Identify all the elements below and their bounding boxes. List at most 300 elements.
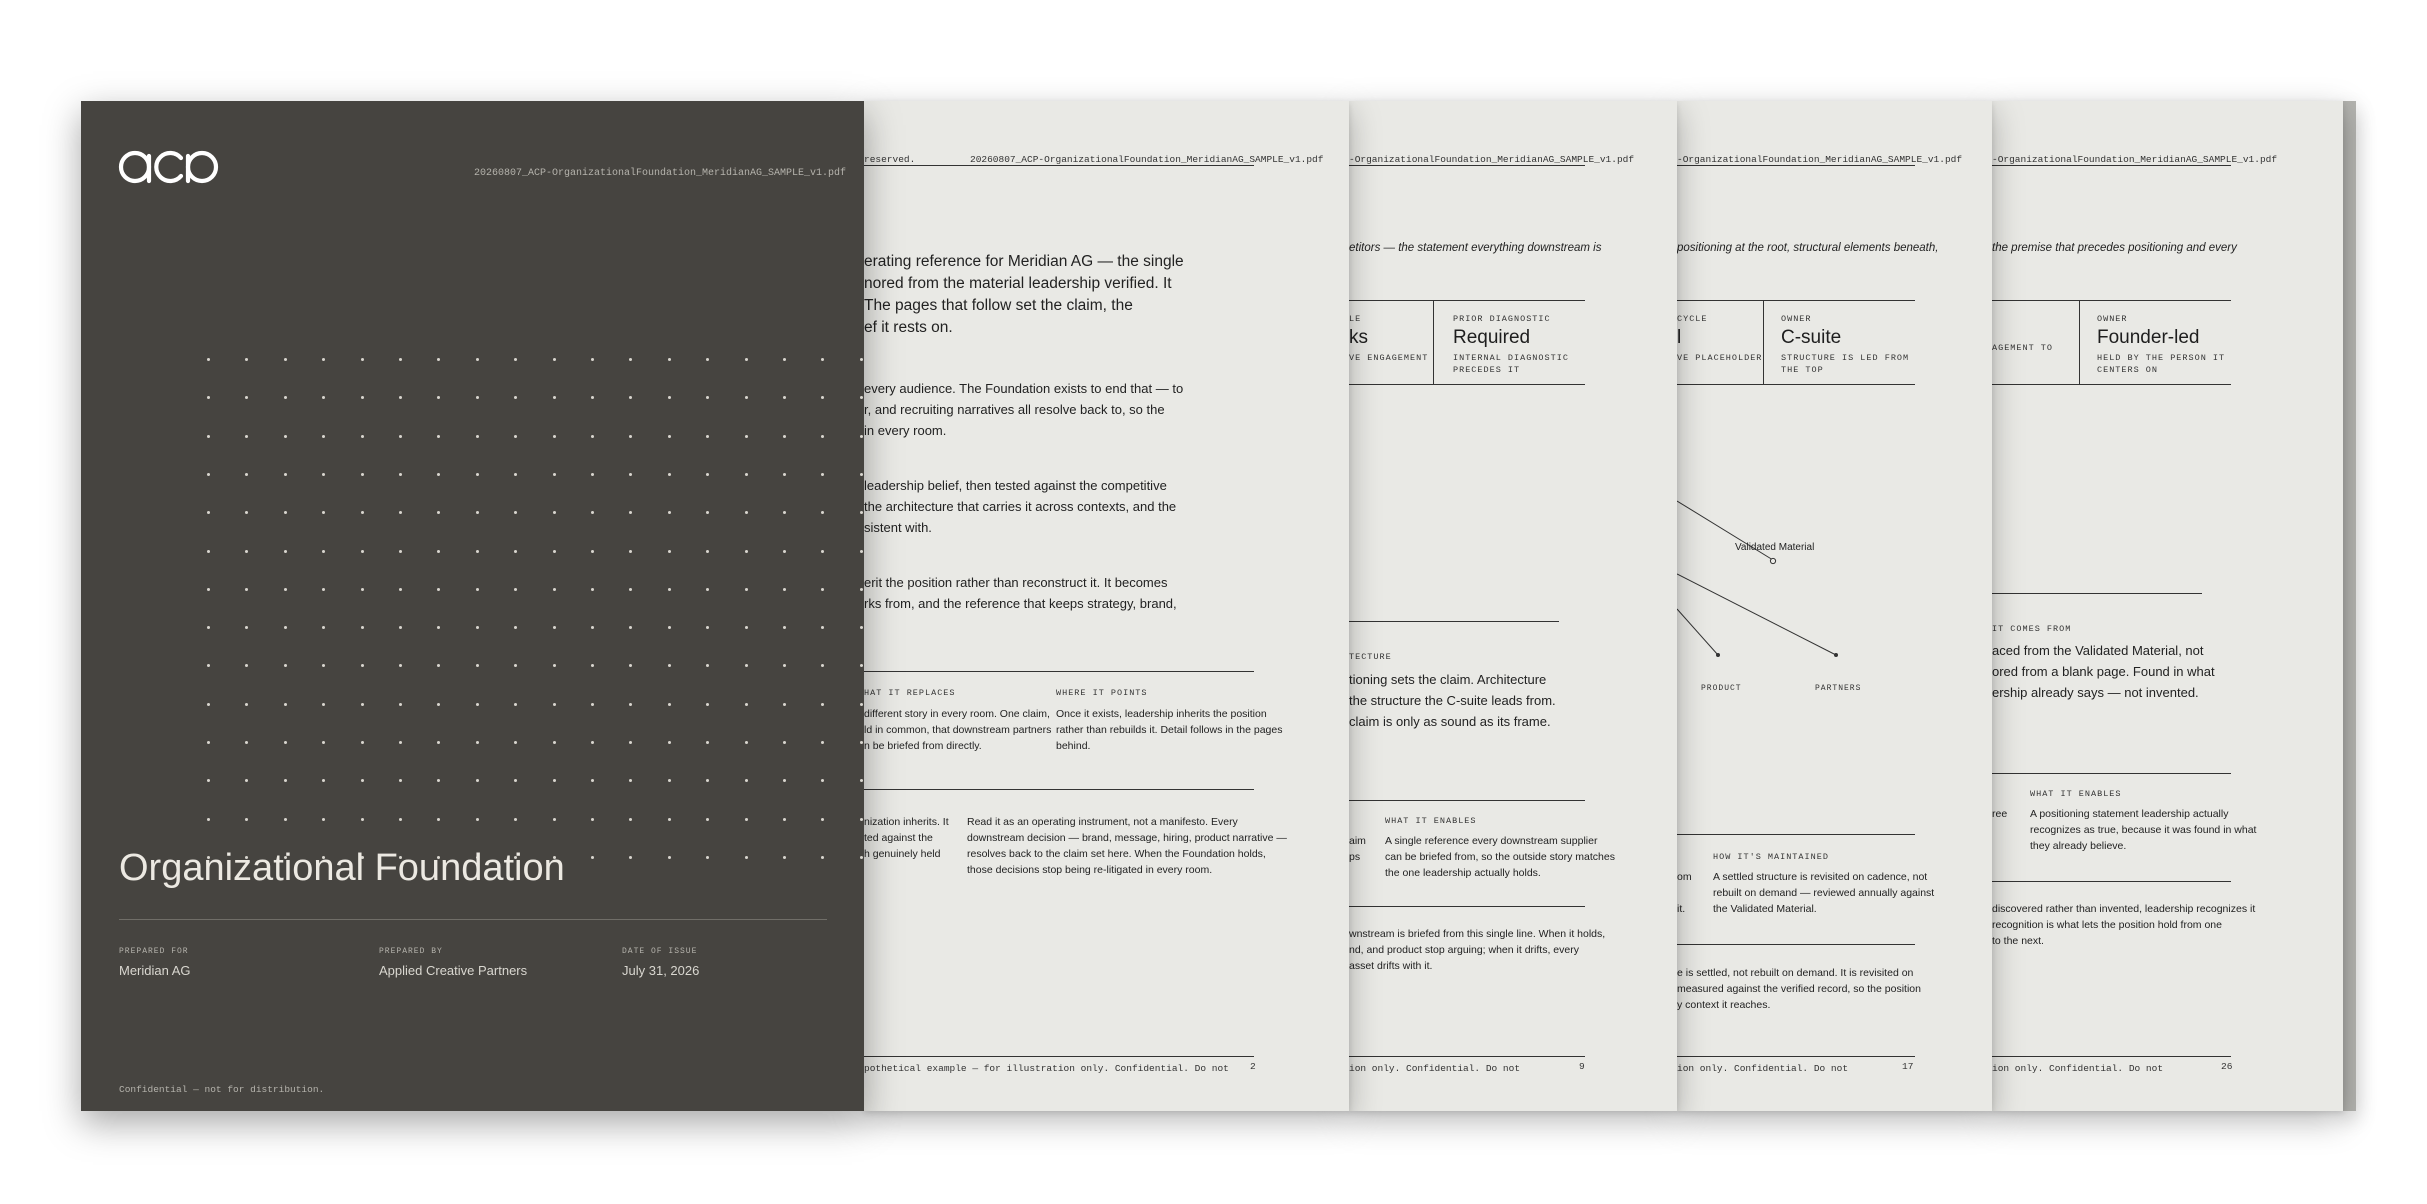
grid-dot xyxy=(476,473,479,476)
date-label: DATE OF ISSUE xyxy=(622,947,698,956)
lead-line: erating reference for Meridian AG — the single xyxy=(864,253,1184,270)
prepared-by-label: PREPARED BY xyxy=(379,947,443,956)
grid-dot xyxy=(821,818,824,821)
grid-dot xyxy=(860,473,863,476)
grid-dot xyxy=(591,588,594,591)
grid-dot xyxy=(514,741,517,744)
grid-dot xyxy=(399,588,402,591)
grid-dot xyxy=(245,703,248,706)
prepared-for-label: PREPARED FOR xyxy=(119,947,189,956)
lead-line: nored from the material leadership verified. It xyxy=(864,275,1172,292)
grid-dot xyxy=(745,435,748,438)
page-footer: ion only. Confidential. Do not xyxy=(1992,1063,2164,1074)
grid-dot xyxy=(399,396,402,399)
grid-dot xyxy=(361,664,364,667)
grid-dot xyxy=(514,358,517,361)
grid-dot xyxy=(399,664,402,667)
grid-dot xyxy=(783,818,786,821)
grid-dot xyxy=(245,435,248,438)
grid-dot xyxy=(706,473,709,476)
grid-dot xyxy=(322,741,325,744)
grid-dot xyxy=(437,473,440,476)
grid-dot xyxy=(860,358,863,361)
grid-dot xyxy=(476,818,479,821)
body-line: Once it exists, leadership inherits the position xyxy=(1056,708,1267,720)
grid-dot xyxy=(860,664,863,667)
body-line: r, and recruiting narratives all resolve back to, so the xyxy=(864,402,1165,417)
grid-dot xyxy=(284,779,287,782)
body-line: A settled structure is revisited on cadence, not xyxy=(1713,871,1928,883)
grid-dot xyxy=(821,396,824,399)
body-line: those decisions stop being re-litigated in every room. xyxy=(967,864,1213,876)
body-line: measured against the verified record, so the position xyxy=(1677,983,1921,995)
grid-dot xyxy=(668,818,671,821)
grid-dot xyxy=(207,435,210,438)
grid-dot xyxy=(783,626,786,629)
grid-dot xyxy=(207,511,210,514)
page-header-filename: -OrganizationalFoundation_MeridianAG_SAMPLE_v1.pdf xyxy=(1349,154,1635,165)
grid-dot xyxy=(284,818,287,821)
cover-filename: 20260807_ACP-OrganizationalFoundation_MeridianAG_SAMPLE_v1.pdf xyxy=(474,168,847,179)
grid-dot xyxy=(591,626,594,629)
page-header-filename: 20260807_ACP-OrganizationalFoundation_MeridianAG_SAMPLE_v1.pdf xyxy=(970,154,1324,165)
grid-dot xyxy=(745,588,748,591)
body-line: resolves back to the claim set here. When the Foundation holds, xyxy=(967,848,1266,860)
cell-sub-line: INTERNAL DIAGNOSTIC xyxy=(1453,353,1569,363)
grid-dot xyxy=(629,396,632,399)
grid-dot xyxy=(745,511,748,514)
grid-dot xyxy=(322,588,325,591)
grid-dot xyxy=(860,588,863,591)
grid-dot xyxy=(399,473,402,476)
grid-dot xyxy=(668,741,671,744)
grid-dot xyxy=(591,779,594,782)
grid-dot xyxy=(553,435,556,438)
grid-dot xyxy=(284,703,287,706)
section-label: HAT IT REPLACES xyxy=(864,688,956,698)
grid-dot xyxy=(553,703,556,706)
stack-edge xyxy=(2343,101,2356,1111)
grid-dot xyxy=(745,818,748,821)
grid-dot xyxy=(245,626,248,629)
grid-dot xyxy=(207,396,210,399)
grid-dot xyxy=(860,856,863,859)
grid-dot xyxy=(476,664,479,667)
grid-dot xyxy=(783,511,786,514)
grid-dot xyxy=(783,358,786,361)
grid-dot xyxy=(706,435,709,438)
lead-line: The pages that follow set the claim, the xyxy=(864,297,1133,314)
grid-dot xyxy=(207,588,210,591)
grid-dot xyxy=(706,626,709,629)
grid-dot xyxy=(629,511,632,514)
body-line: ted against the xyxy=(864,832,933,844)
grid-dot xyxy=(284,664,287,667)
grid-dot xyxy=(629,588,632,591)
grid-dot xyxy=(284,741,287,744)
body-line: ership already says — not invented. xyxy=(1992,685,2199,700)
section-label: HOW IT'S MAINTAINED xyxy=(1713,852,1829,862)
grid-dot xyxy=(284,435,287,438)
grid-dot xyxy=(783,396,786,399)
page-number: 2 xyxy=(1250,1061,1256,1072)
grid-dot xyxy=(322,626,325,629)
grid-dot xyxy=(361,550,364,553)
grid-dot xyxy=(437,703,440,706)
grid-dot xyxy=(284,396,287,399)
grid-dot xyxy=(860,396,863,399)
grid-dot xyxy=(399,358,402,361)
body-line: downstream decision — brand, message, hiring, product narrative — xyxy=(967,832,1287,844)
body-line: e is settled, not rebuilt on demand. It is revisited on xyxy=(1677,967,1914,979)
grid-dot xyxy=(361,741,364,744)
grid-dot xyxy=(860,626,863,629)
grid-dot xyxy=(860,511,863,514)
page-footer: ion only. Confidential. Do not xyxy=(1349,1063,1521,1074)
grid-dot xyxy=(514,626,517,629)
grid-dot xyxy=(514,473,517,476)
grid-dot xyxy=(361,779,364,782)
grid-dot xyxy=(245,396,248,399)
grid-dot xyxy=(821,856,824,859)
intro-italic: etitors — the statement everything downstream is xyxy=(1349,242,1602,254)
grid-dot xyxy=(553,818,556,821)
cell-label: CYCLE xyxy=(1677,314,1708,324)
grid-dot xyxy=(706,779,709,782)
grid-dot xyxy=(706,818,709,821)
grid-dot xyxy=(322,550,325,553)
grid-dot xyxy=(322,818,325,821)
grid-dot xyxy=(476,511,479,514)
grid-dot xyxy=(553,511,556,514)
diagram-node xyxy=(1834,653,1838,657)
grid-dot xyxy=(514,511,517,514)
grid-dot xyxy=(553,396,556,399)
body-line: the architecture that carries it across contexts, and the xyxy=(864,499,1177,514)
grid-dot xyxy=(361,511,364,514)
body-line: can be briefed from, so the outside story matches xyxy=(1385,851,1615,863)
grid-dot xyxy=(437,664,440,667)
body-line: rks from, and the reference that keeps strategy, brand, xyxy=(864,596,1177,611)
grid-dot xyxy=(361,588,364,591)
grid-dot xyxy=(629,741,632,744)
grid-dot xyxy=(245,588,248,591)
grid-dot xyxy=(629,435,632,438)
grid-dot xyxy=(821,511,824,514)
grid-dot xyxy=(591,818,594,821)
grid-dot xyxy=(514,818,517,821)
grid-dot xyxy=(860,703,863,706)
body-line: rather than rebuilds it. Detail follows in the pages xyxy=(1056,724,1283,736)
grid-dot xyxy=(821,473,824,476)
body-line: nization inherits. It xyxy=(864,816,949,828)
grid-dot xyxy=(514,396,517,399)
body-line: different story in every room. One claim, xyxy=(864,708,1050,720)
grid-dot xyxy=(629,358,632,361)
grid-dot xyxy=(437,818,440,821)
cell-label: OWNER xyxy=(1781,314,1812,324)
page-header-filename: -OrganizationalFoundation_MeridianAG_SAMPLE_v1.pdf xyxy=(1677,154,1963,165)
page-footer: ion only. Confidential. Do not xyxy=(1677,1063,1849,1074)
cell-value: Required xyxy=(1453,327,1531,348)
cell-value: ks xyxy=(1349,327,1368,348)
grid-dot xyxy=(745,741,748,744)
body-line: claim is only as sound as its frame. xyxy=(1349,714,1551,729)
grid-dot xyxy=(284,550,287,553)
prepared-for-value: Meridian AG xyxy=(119,963,191,978)
cell-sub: VE ENGAGEMENT xyxy=(1349,353,1429,363)
grid-dot xyxy=(476,358,479,361)
grid-dot xyxy=(629,818,632,821)
grid-dot xyxy=(821,779,824,782)
diagram-label-product: PRODUCT xyxy=(1701,684,1742,693)
page-number: 26 xyxy=(2221,1061,2233,1072)
body-line: om xyxy=(1677,871,1692,883)
grid-dot xyxy=(668,588,671,591)
body-line: aim xyxy=(1349,835,1366,847)
cell-value: Founder-led xyxy=(2097,327,2200,348)
grid-dot xyxy=(245,741,248,744)
grid-dot xyxy=(745,664,748,667)
page-number: 17 xyxy=(1902,1061,1914,1072)
body-line: aced from the Validated Material, not xyxy=(1992,643,2204,658)
grid-dot xyxy=(437,588,440,591)
grid-dot xyxy=(591,358,594,361)
grid-dot xyxy=(629,626,632,629)
grid-dot xyxy=(322,703,325,706)
body-line: asset drifts with it. xyxy=(1349,960,1433,972)
grid-dot xyxy=(399,779,402,782)
grid-dot xyxy=(284,511,287,514)
grid-dot xyxy=(207,703,210,706)
grid-dot xyxy=(207,741,210,744)
grid-dot xyxy=(476,779,479,782)
grid-dot xyxy=(361,358,364,361)
grid-dot xyxy=(668,511,671,514)
grid-dot xyxy=(668,779,671,782)
grid-dot xyxy=(399,818,402,821)
grid-dot xyxy=(668,396,671,399)
grid-dot xyxy=(245,473,248,476)
grid-dot xyxy=(783,473,786,476)
grid-dot xyxy=(437,779,440,782)
grid-dot xyxy=(476,741,479,744)
grid-dot xyxy=(860,435,863,438)
cell-sub-line: CENTERS ON xyxy=(2097,365,2159,375)
grid-dot xyxy=(476,703,479,706)
grid-dot xyxy=(514,779,517,782)
body-line: h genuinely held xyxy=(864,848,941,860)
cell-label: OWNER xyxy=(2097,314,2128,324)
grid-dot xyxy=(514,435,517,438)
grid-dot xyxy=(322,779,325,782)
grid-dot xyxy=(668,856,671,859)
grid-dot xyxy=(745,550,748,553)
grid-dot xyxy=(322,358,325,361)
cell-value: l xyxy=(1677,327,1682,348)
page-26[interactable] xyxy=(1992,101,2343,1111)
body-line: discovered rather than invented, leadership recognizes it xyxy=(1992,903,2256,915)
grid-dot xyxy=(361,703,364,706)
cell-label: LE xyxy=(1349,314,1362,324)
body-line: ree xyxy=(1992,808,2008,820)
grid-dot xyxy=(476,435,479,438)
grid-dot xyxy=(399,741,402,744)
grid-dot xyxy=(476,626,479,629)
grid-dot xyxy=(860,741,863,744)
grid-dot xyxy=(207,550,210,553)
grid-dot xyxy=(322,396,325,399)
cell-sub-line: STRUCTURE IS LED FROM xyxy=(1781,353,1910,363)
body-line: wnstream is briefed from this single line. When it holds, xyxy=(1349,928,1606,940)
body-line: ld in common, that downstream partners xyxy=(864,724,1052,736)
grid-dot xyxy=(514,588,517,591)
grid-dot xyxy=(821,626,824,629)
grid-dot xyxy=(629,779,632,782)
body-line: every audience. The Foundation exists to end that — to xyxy=(864,381,1184,396)
diagram-node xyxy=(1716,653,1720,657)
grid-dot xyxy=(245,779,248,782)
grid-dot xyxy=(860,550,863,553)
grid-dot xyxy=(629,856,632,859)
grid-dot xyxy=(591,473,594,476)
grid-dot xyxy=(706,703,709,706)
prepared-by-value: Applied Creative Partners xyxy=(379,963,528,978)
cover-page[interactable] xyxy=(81,101,864,1111)
grid-dot xyxy=(514,703,517,706)
grid-dot xyxy=(553,550,556,553)
body-line: n be briefed from directly. xyxy=(864,740,982,752)
body-line: A single reference every downstream supplier xyxy=(1385,835,1598,847)
grid-dot xyxy=(591,435,594,438)
page-footer: pothetical example — for illustration only. Confidential. Do not xyxy=(864,1063,1229,1074)
body-line: to the next. xyxy=(1992,935,2044,947)
diagram-node xyxy=(1770,558,1775,563)
grid-dot xyxy=(745,473,748,476)
grid-dot xyxy=(591,511,594,514)
grid-dot xyxy=(591,856,594,859)
grid-dot xyxy=(629,473,632,476)
grid-dot xyxy=(783,703,786,706)
grid-dot xyxy=(745,396,748,399)
grid-dot xyxy=(514,664,517,667)
grid-dot xyxy=(668,664,671,667)
page-9[interactable] xyxy=(1349,101,1677,1111)
grid-dot xyxy=(437,550,440,553)
grid-dot xyxy=(284,626,287,629)
body-line: sistent with. xyxy=(864,520,932,535)
grid-dot xyxy=(284,473,287,476)
grid-dot xyxy=(783,435,786,438)
grid-dot xyxy=(553,626,556,629)
body-line: A positioning statement leadership actually xyxy=(2030,808,2229,820)
grid-dot xyxy=(745,779,748,782)
grid-dot xyxy=(361,818,364,821)
grid-dot xyxy=(821,664,824,667)
grid-dot xyxy=(706,741,709,744)
intro-italic: the premise that precedes positioning and every xyxy=(1992,242,2237,254)
intro-italic: positioning at the root, structural elements beneath, xyxy=(1677,242,1939,254)
grid-dot xyxy=(821,435,824,438)
page-header-left: reserved. xyxy=(864,154,916,165)
grid-dot xyxy=(399,626,402,629)
grid-dot xyxy=(361,396,364,399)
grid-dot xyxy=(860,818,863,821)
grid-dot xyxy=(706,588,709,591)
grid-dot xyxy=(591,550,594,553)
body-line: the structure the C-suite leads from. xyxy=(1349,693,1556,708)
page-17[interactable] xyxy=(1677,101,1992,1111)
grid-dot xyxy=(245,818,248,821)
grid-dot xyxy=(514,550,517,553)
body-line: tioning sets the claim. Architecture xyxy=(1349,672,1547,687)
grid-dot xyxy=(361,626,364,629)
body-line: recognizes as true, because it was found in what xyxy=(2030,824,2257,836)
grid-dot xyxy=(591,664,594,667)
grid-dot xyxy=(437,396,440,399)
structure-diagram xyxy=(1677,481,1915,681)
grid-dot xyxy=(207,779,210,782)
grid-dot xyxy=(553,664,556,667)
body-line: y context it reaches. xyxy=(1677,999,1771,1011)
body-line: leadership belief, then tested against the competitive xyxy=(864,478,1167,493)
grid-dot xyxy=(668,626,671,629)
grid-dot xyxy=(437,741,440,744)
grid-dot xyxy=(745,358,748,361)
grid-dot xyxy=(821,741,824,744)
grid-dot xyxy=(629,550,632,553)
grid-dot xyxy=(399,703,402,706)
body-line: it. xyxy=(1677,903,1686,915)
grid-dot xyxy=(245,358,248,361)
grid-dot xyxy=(399,435,402,438)
diagram-label-partners: PARTNERS xyxy=(1815,684,1862,693)
grid-dot xyxy=(591,741,594,744)
grid-dot xyxy=(591,396,594,399)
grid-dot xyxy=(553,741,556,744)
grid-dot xyxy=(476,396,479,399)
grid-dot xyxy=(284,588,287,591)
grid-dot xyxy=(668,550,671,553)
grid-dot xyxy=(706,396,709,399)
acp-logo xyxy=(118,147,222,187)
grid-dot xyxy=(860,779,863,782)
cell-sub-line: THE TOP xyxy=(1781,365,1824,375)
grid-dot xyxy=(629,703,632,706)
grid-dot xyxy=(322,473,325,476)
date-value: July 31, 2026 xyxy=(622,963,700,978)
grid-dot xyxy=(437,626,440,629)
section-label: WHERE IT POINTS xyxy=(1056,688,1148,698)
grid-dot xyxy=(821,358,824,361)
page-2[interactable] xyxy=(864,101,1349,1111)
grid-dot xyxy=(437,358,440,361)
body-line: ps xyxy=(1349,851,1361,863)
cell-label: PRIOR DIAGNOSTIC xyxy=(1453,314,1551,324)
grid-dot xyxy=(207,626,210,629)
grid-dot xyxy=(745,856,748,859)
grid-dot xyxy=(553,779,556,782)
diagram-label-validated: Validated Material xyxy=(1735,542,1815,553)
grid-dot xyxy=(553,358,556,361)
grid-dot xyxy=(706,664,709,667)
grid-dot xyxy=(437,511,440,514)
grid-dot xyxy=(322,664,325,667)
grid-dot xyxy=(553,588,556,591)
grid-dot xyxy=(783,856,786,859)
section-label: IT COMES FROM xyxy=(1992,624,2072,634)
grid-dot xyxy=(706,358,709,361)
